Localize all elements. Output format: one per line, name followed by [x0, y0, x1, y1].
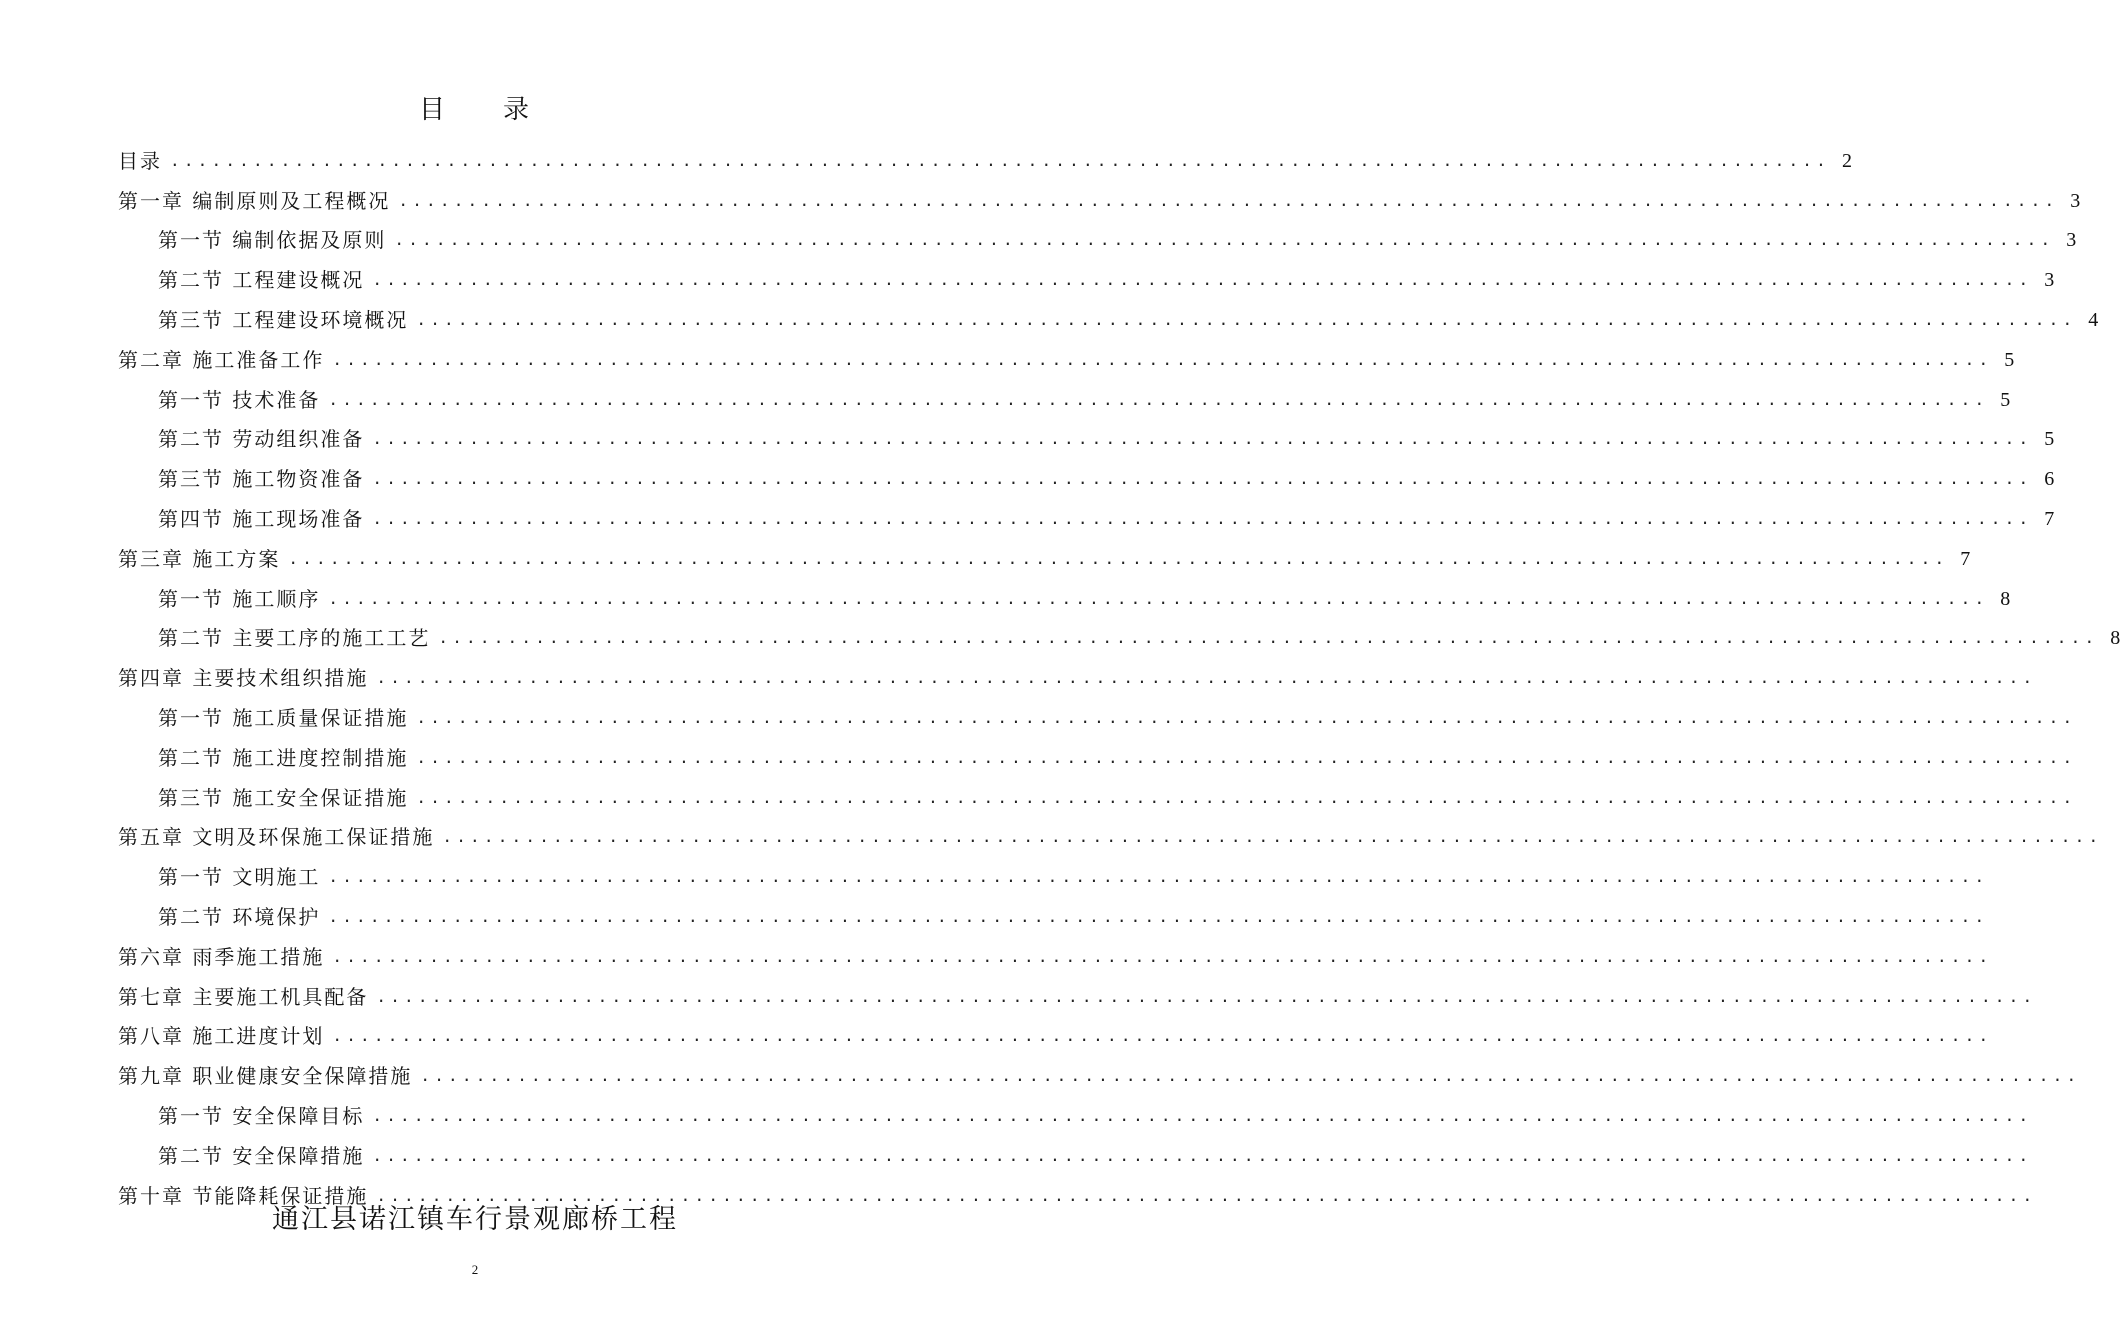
toc-entry-chapter[interactable]: [118, 173, 2081, 213]
toc-entry-label: 第六章 雨季施工措施: [118, 944, 325, 969]
toc-entry-label: 第四节 施工现场准备: [158, 506, 365, 531]
toc-entry-label: 第二节 安全保障措施: [158, 1143, 365, 1168]
toc-entry-chapter[interactable]: [118, 650, 2037, 691]
dot-leader: ........................................................................................................................: [376, 986, 2037, 1006]
toc-entry-label: 第一节 文明施工: [158, 865, 321, 890]
toc-entry-page: 3: [2066, 229, 2077, 252]
dot-leader: ........................................................................................................................: [442, 827, 2103, 847]
toc-entry-label: 第一节 技术准备: [158, 387, 321, 412]
toc-entry-section[interactable]: [118, 292, 2099, 332]
toc-entry-label: 第一节 编制依据及原则: [158, 228, 387, 253]
toc-entry-section[interactable]: [118, 1088, 2033, 1128]
dot-leader: ........................................................................................................................: [372, 270, 2033, 290]
dot-leader: ........................................................................................................................: [376, 668, 2037, 688]
toc-entry-label: 第二节 环境保护: [158, 904, 321, 929]
toc-entry-page: 6: [2044, 468, 2055, 491]
dot-leader: ........................................................................................................................: [394, 230, 2055, 250]
dot-leader: ........................................................................................................................: [328, 906, 1989, 926]
dot-leader: ........................................................................................................................: [416, 747, 2077, 767]
toc-entry-section[interactable]: [118, 889, 1989, 929]
page-number: 2: [471, 1262, 479, 1277]
toc-entry-label: 第二节 主要工序的施工工艺: [158, 626, 431, 651]
toc-entry-page: 3: [2070, 189, 2081, 212]
toc-entry-label: 第二节 劳动组织准备: [158, 427, 365, 452]
project-name: 通江县诺江镇车行景观廊桥工程: [272, 1204, 678, 1235]
toc-entry-label: 第一节 施工顺序: [158, 586, 321, 611]
dot-leader: ........................................................................................................................: [372, 469, 2033, 489]
toc-entry-section[interactable]: [118, 372, 2011, 412]
toc-entry-label: 第二章 施工准备工作: [118, 347, 325, 372]
toc-entry-label: 第二节 工程建设概况: [158, 268, 365, 293]
dot-leader: ........................................................................................................................: [372, 508, 2033, 528]
toc-entry-section[interactable]: [118, 213, 2077, 253]
toc-entry-label: 第二节 施工进度控制措施: [158, 745, 409, 770]
toc-entry-label: 第一章 编制原则及工程概况: [118, 188, 391, 213]
toc-entry-label: 第三章 施工方案: [118, 546, 281, 571]
toc-entry-chapter[interactable]: [118, 1048, 2081, 1089]
toc-entry-label: 第三节 工程建设环境概况: [158, 307, 409, 332]
toc-entry-page: 5: [2004, 348, 2015, 371]
dot-leader: ........................................................................................................................: [398, 190, 2059, 210]
toc-entry-section[interactable]: [118, 252, 2055, 293]
toc-entry-page: 2: [1841, 149, 1852, 172]
dot-leader: ........................................................................................................................: [328, 588, 1989, 608]
toc-entry-page: 5: [2000, 388, 2011, 411]
toc-entry-section[interactable]: [118, 451, 2055, 492]
toc-entry-chapter[interactable]: [118, 531, 1971, 571]
dot-leader: ........................................................................................................................: [438, 628, 2099, 648]
toc-entry-label: 第一节 安全保障目标: [158, 1103, 365, 1128]
toc-entry-label: 第八章 施工进度计划: [118, 1024, 325, 1049]
dot-leader: ........................................................................................................................: [376, 1185, 2037, 1205]
dot-leader: ........................................................................................................................: [170, 150, 1830, 170]
toc-entry-label: 第三节 施工物资准备: [158, 467, 365, 492]
toc-entry-page: 7: [2044, 507, 2055, 530]
toc-entry-section[interactable]: [118, 611, 2120, 651]
dot-leader: ........................................................................................................................: [328, 389, 1989, 409]
toc-entry-chapter[interactable]: [118, 1009, 1993, 1049]
toc-entry-section[interactable]: [118, 412, 2055, 452]
toc-entry-label: 目录: [118, 148, 162, 173]
toc-entry-label: 第十章 节能降耗保证措施: [118, 1183, 369, 1208]
toc-entry-label: 第一节 施工质量保证措施: [158, 705, 409, 730]
toc-entry-page: 7: [1960, 547, 1971, 570]
dot-leader: ........................................................................................................................: [332, 946, 1993, 966]
dot-leader: ........................................................................................................................: [328, 867, 1989, 887]
dot-leader: ........................................................................................................................: [372, 1145, 2033, 1165]
toc-entry-chapter[interactable]: [118, 810, 2103, 850]
dot-leader: ........................................................................................................................: [416, 309, 2077, 329]
toc-entry-section[interactable]: [118, 1128, 2033, 1168]
toc-entry-page: 3: [2044, 269, 2055, 292]
dot-leader: ........................................................................................................................: [416, 707, 2077, 727]
toc-entry-label: 第七章 主要施工机具配备: [118, 984, 369, 1009]
toc-entry-page: 8: [2110, 627, 2120, 650]
dot-leader: ........................................................................................................................: [372, 429, 2033, 449]
toc-entry-page: 4: [2088, 308, 2099, 331]
dot-leader: ........................................................................................................................: [288, 548, 1949, 568]
toc-entry-label: 第三节 施工安全保证措施: [158, 785, 409, 810]
toc-entry-chapter[interactable]: [118, 929, 1993, 969]
toc-entry-section[interactable]: [118, 770, 2077, 810]
toc-entry-label: 第五章 文明及环保施工保证措施: [118, 825, 435, 850]
toc-entry-label: 第四章 主要技术组织措施: [118, 666, 369, 691]
toc-entry-section[interactable]: [118, 730, 2077, 770]
toc-entry-label: 第九章 职业健康安全保障措施: [118, 1064, 413, 1089]
toc-entry-chapter[interactable]: [118, 133, 1852, 173]
toc-entry-chapter[interactable]: [118, 969, 2037, 1009]
toc-entry-page: 8: [2000, 587, 2011, 610]
toc-title: 目 录: [418, 95, 531, 125]
toc-entry-page: 5: [2044, 428, 2055, 451]
dot-leader: ........................................................................................................................: [372, 1105, 2033, 1125]
dot-leader: ........................................................................................................................: [416, 787, 2077, 807]
table-of-contents: [118, 133, 2120, 1208]
toc-entry-section[interactable]: [118, 690, 2077, 730]
toc-entry-section[interactable]: [118, 571, 2011, 611]
dot-leader: ........................................................................................................................: [420, 1066, 2081, 1086]
dot-leader: ........................................................................................................................: [332, 349, 1993, 369]
toc-entry-section[interactable]: [118, 491, 2055, 531]
dot-leader: ........................................................................................................................: [332, 1026, 1993, 1046]
toc-entry-chapter[interactable]: [118, 332, 2015, 372]
toc-entry-section[interactable]: [118, 849, 1989, 890]
